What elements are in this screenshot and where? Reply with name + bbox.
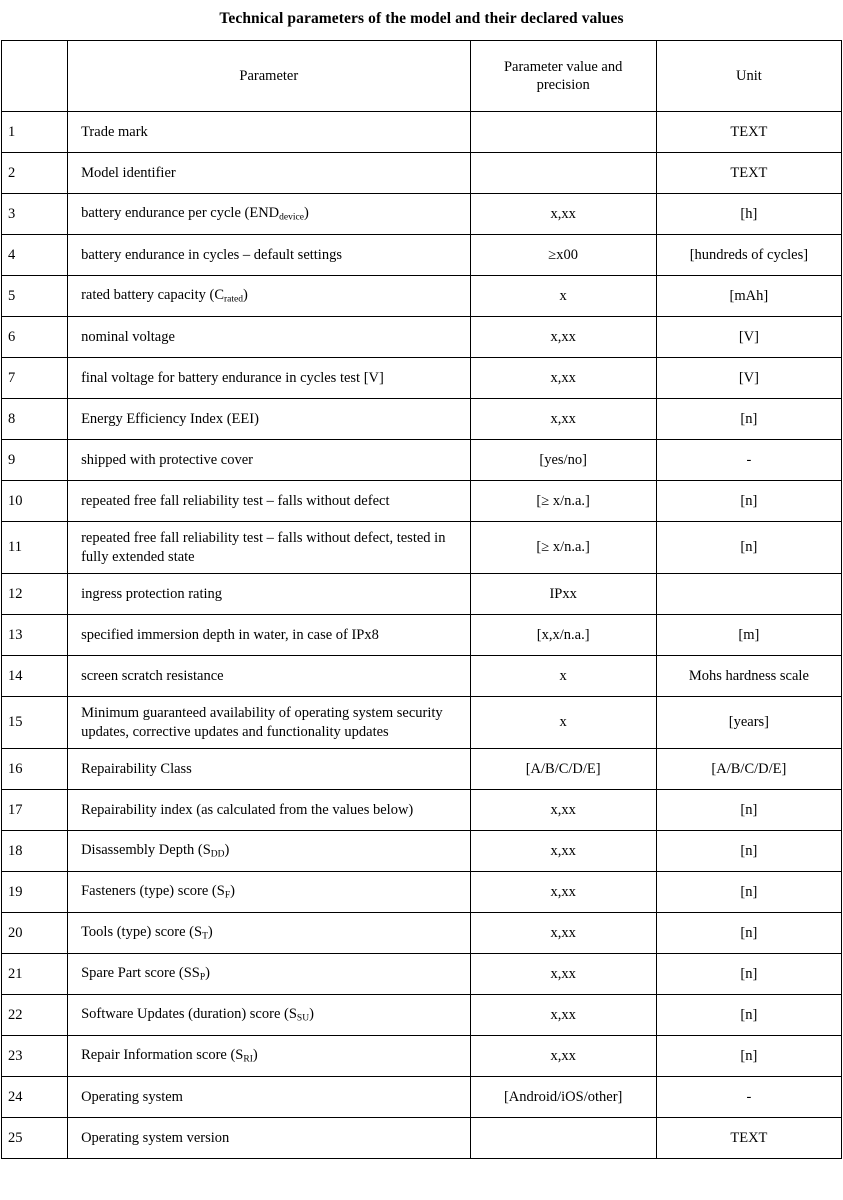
table-row (2, 112, 842, 153)
parameter-value-cell: x,xx (470, 831, 656, 872)
parameter-value-cell: x,xx (470, 399, 656, 440)
parameter-value-cell: [Android/iOS/other] (470, 1077, 656, 1118)
parameter-subscript: RI (243, 1054, 253, 1065)
unit-cell: TEXT (656, 1118, 841, 1159)
parameter-cell (68, 194, 470, 235)
table-row (2, 913, 842, 954)
parameter-subscript: T (202, 931, 208, 942)
row-number: 12 (2, 574, 68, 615)
parameter-value-cell: [≥ x/n.a.] (470, 522, 656, 574)
row-number: 22 (2, 995, 68, 1036)
row-number: 18 (2, 831, 68, 872)
technical-parameters-table (1, 40, 842, 1159)
unit-cell: [mAh] (656, 276, 841, 317)
parameter-cell (68, 954, 470, 995)
parameter-cell: repeated free fall reliability test – falls without defect, tested in fully extended state (68, 522, 470, 574)
row-number: 7 (2, 358, 68, 399)
parameter-label-tail: ) (243, 287, 248, 304)
parameter-label-tail: ) (205, 965, 211, 982)
unit-cell: [n] (656, 872, 841, 913)
parameter-label-tail: ) (303, 205, 309, 222)
row-number: 8 (2, 399, 68, 440)
table-row (2, 481, 842, 522)
table-header (2, 41, 842, 112)
parameter-label: Software Updates (duration) score (S (81, 1006, 297, 1023)
parameter-value-cell: x,xx (470, 1036, 656, 1077)
table-row (2, 440, 842, 481)
parameter-value-cell (470, 112, 656, 153)
parameter-cell (68, 276, 470, 317)
parameter-label: Tools (type) score (S (81, 924, 203, 941)
parameter-value-cell: [yes/no] (470, 440, 656, 481)
table-row (2, 872, 842, 913)
parameter-label: Repair Information score (S (81, 1047, 244, 1064)
parameter-cell (68, 1036, 470, 1077)
parameter-label-tail: ) (252, 1047, 258, 1064)
table-row (2, 235, 842, 276)
parameter-subscript: SU (296, 1013, 310, 1024)
parameter-cell: Operating system (68, 1077, 470, 1118)
row-number: 4 (2, 235, 68, 276)
parameter-label-tail: ) (230, 883, 235, 900)
parameter-label-tail: ) (207, 924, 213, 941)
table-row (2, 153, 842, 194)
parameter-value-cell: [A/B/C/D/E] (470, 749, 656, 790)
parameter-cell: specified immersion depth in water, in case of IPx8 (68, 615, 470, 656)
row-number: 13 (2, 615, 68, 656)
parameter-cell: Repairability index (as calculated from the values below) (68, 790, 470, 831)
table-row (2, 1077, 842, 1118)
unit-cell: [years] (656, 697, 841, 749)
table-row (2, 317, 842, 358)
page-title: Technical parameters of the model and their declared values (219, 10, 624, 27)
unit-cell: [n] (656, 831, 841, 872)
unit-cell: [V] (656, 358, 841, 399)
parameter-cell: Minimum guaranteed availability of operating system security updates, corrective updates and functionality updates (68, 697, 470, 749)
row-number: 5 (2, 276, 68, 317)
unit-cell: TEXT (656, 153, 841, 194)
parameter-subscript: P (199, 972, 206, 983)
parameter-value-cell: x (470, 697, 656, 749)
parameter-cell: nominal voltage (68, 317, 470, 358)
parameter-subscript: F (224, 890, 231, 901)
parameter-label: Spare Part score (SS (81, 965, 200, 982)
row-number: 16 (2, 749, 68, 790)
unit-cell: - (656, 1077, 841, 1118)
parameter-value-cell: x,xx (470, 872, 656, 913)
row-number: 6 (2, 317, 68, 358)
unit-cell: TEXT (656, 112, 841, 153)
parameter-subscript: rated (224, 294, 243, 305)
parameter-label: battery endurance per cycle (END (81, 205, 280, 222)
parameter-cell (68, 913, 470, 954)
parameter-value-cell: IPxx (470, 574, 656, 615)
table-row (2, 358, 842, 399)
unit-cell (656, 574, 841, 615)
parameter-cell: shipped with protective cover (68, 440, 470, 481)
parameter-subscript: device (279, 212, 304, 223)
table-row (2, 656, 842, 697)
table-row (2, 522, 842, 574)
row-number: 24 (2, 1077, 68, 1118)
parameter-cell: screen scratch resistance (68, 656, 470, 697)
column-header-number (2, 41, 68, 112)
row-number: 15 (2, 697, 68, 749)
row-number: 11 (2, 522, 68, 574)
table-row (2, 194, 842, 235)
parameter-value-cell (470, 1118, 656, 1159)
unit-cell: [n] (656, 995, 841, 1036)
row-number: 9 (2, 440, 68, 481)
parameter-label: Fasteners (type) score (S (81, 883, 225, 900)
parameter-label: Disassembly Depth (S (81, 842, 211, 859)
row-number: 19 (2, 872, 68, 913)
parameter-value-cell: x,xx (470, 194, 656, 235)
table-row (2, 790, 842, 831)
unit-cell: [n] (656, 1036, 841, 1077)
column-header-unit: Unit (656, 41, 841, 112)
unit-cell: [n] (656, 913, 841, 954)
row-number: 17 (2, 790, 68, 831)
parameter-value-cell (470, 153, 656, 194)
row-number: 21 (2, 954, 68, 995)
parameter-cell: battery endurance in cycles – default settings (68, 235, 470, 276)
parameter-label-tail: ) (309, 1006, 314, 1023)
row-number: 1 (2, 112, 68, 153)
unit-cell: [n] (656, 399, 841, 440)
parameter-value-cell: x,xx (470, 913, 656, 954)
unit-cell: [h] (656, 194, 841, 235)
parameter-cell: Energy Efficiency Index (EEI) (68, 399, 470, 440)
row-number: 20 (2, 913, 68, 954)
unit-cell: [n] (656, 954, 841, 995)
unit-cell: [n] (656, 481, 841, 522)
table-row (2, 615, 842, 656)
unit-cell: - (656, 440, 841, 481)
row-number: 25 (2, 1118, 68, 1159)
table-row (2, 399, 842, 440)
table-row (2, 954, 842, 995)
parameter-cell: ingress protection rating (68, 574, 470, 615)
parameter-value-cell: x (470, 276, 656, 317)
unit-cell: [hundreds of cycles] (656, 235, 841, 276)
table-row (2, 831, 842, 872)
unit-cell: [m] (656, 615, 841, 656)
row-number: 23 (2, 1036, 68, 1077)
parameter-cell: Repairability Class (68, 749, 470, 790)
parameter-value-cell: x (470, 656, 656, 697)
table-row (2, 749, 842, 790)
parameter-cell (68, 831, 470, 872)
row-number: 2 (2, 153, 68, 194)
column-header-value: Parameter value and precision (470, 41, 656, 112)
parameter-cell: final voltage for battery endurance in cycles test [V] (68, 358, 470, 399)
parameter-cell: Model identifier (68, 153, 470, 194)
parameter-value-cell: [≥ x/n.a.] (470, 481, 656, 522)
parameter-cell: repeated free fall reliability test – falls without defect (68, 481, 470, 522)
parameter-subscript: DD (210, 849, 225, 860)
parameter-value-cell: x,xx (470, 995, 656, 1036)
parameter-value-cell: [x,x/n.a.] (470, 615, 656, 656)
unit-cell: [V] (656, 317, 841, 358)
parameter-cell (68, 872, 470, 913)
parameter-cell: Trade mark (68, 112, 470, 153)
parameter-value-cell: x,xx (470, 954, 656, 995)
unit-cell: [n] (656, 522, 841, 574)
row-number: 10 (2, 481, 68, 522)
unit-cell: [n] (656, 790, 841, 831)
parameter-label: rated battery capacity (C (81, 287, 224, 304)
table-header-row (2, 41, 842, 112)
parameter-value-cell: x,xx (470, 790, 656, 831)
parameter-value-cell: x,xx (470, 317, 656, 358)
table-row (2, 697, 842, 749)
unit-cell: Mohs hardness scale (656, 656, 841, 697)
table-row (2, 1036, 842, 1077)
parameter-label-tail: ) (224, 842, 230, 859)
parameter-value-cell: ≥x00 (470, 235, 656, 276)
table-row (2, 1118, 842, 1159)
parameter-cell (68, 995, 470, 1036)
row-number: 14 (2, 656, 68, 697)
parameter-value-cell: x,xx (470, 358, 656, 399)
table-row (2, 276, 842, 317)
table-row (2, 574, 842, 615)
table-body (2, 112, 842, 1159)
parameter-cell: Operating system version (68, 1118, 470, 1159)
table-row (2, 995, 842, 1036)
row-number: 3 (2, 194, 68, 235)
unit-cell: [A/B/C/D/E] (656, 749, 841, 790)
column-header-parameter: Parameter (68, 41, 470, 112)
